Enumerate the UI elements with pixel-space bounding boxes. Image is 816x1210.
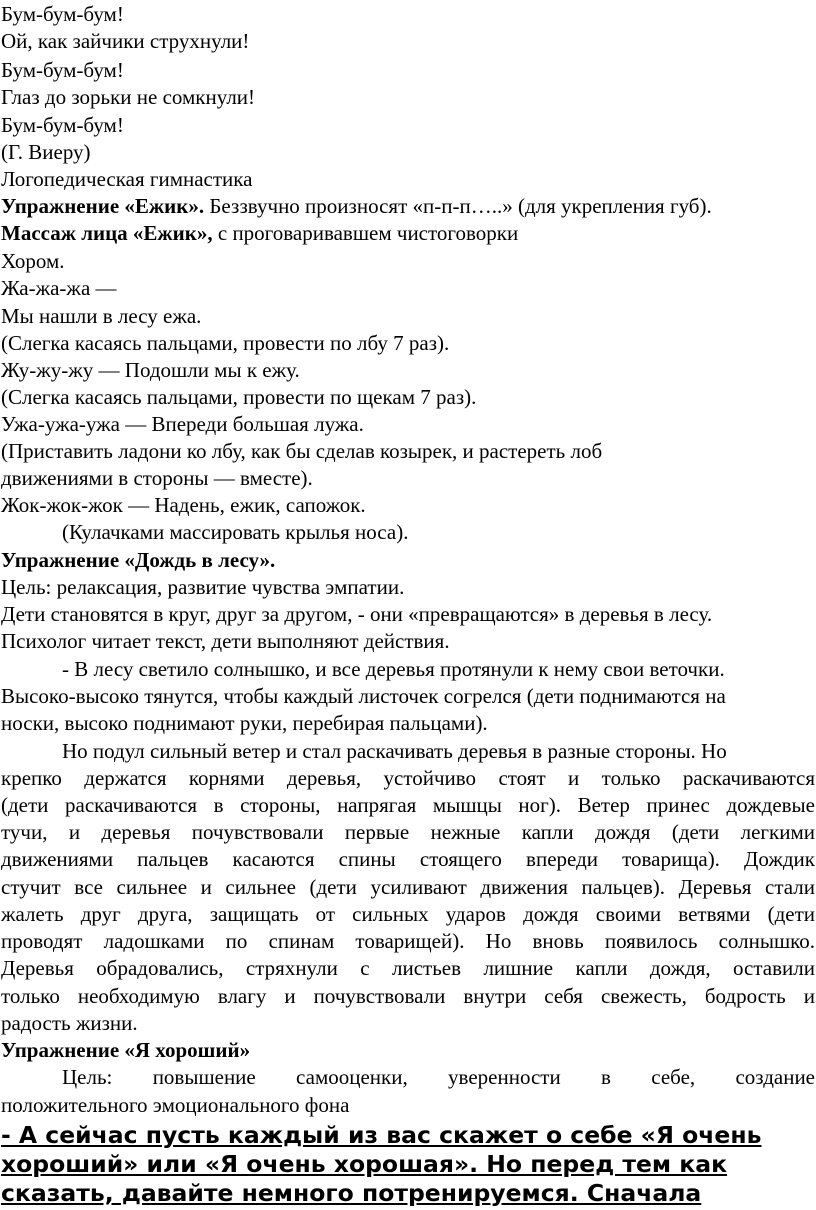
exercise-title: Упражнение «Дождь в лесу». [1,548,276,572]
text-line: Жа-жа-жа — [1,276,117,300]
text-line: тучи, и деревья почувствовали первые нежные капли дождя (дети легкими [1,820,815,844]
text-line: Жок-жок-жок — Надень, ежик, сапожок. [1,493,366,517]
text-line: Дети становятся в круг, друг за другом, - они «превращаются» в деревья в лесу. [1,602,713,626]
poem-line: Ой, как зайчики струхнули! [1,29,250,53]
text-line: (Слегка касаясь пальцами, провести по лбу 7 раз). [1,331,450,355]
poem-line: Глаз до зорьки не сомкнули! [1,85,256,109]
text-line: Деревья обрадовались, стряхнули с листьев лишние капли дождя, оставили [1,956,815,980]
text-line: Цель: повышение самооценки, уверенности в себе, создание [62,1065,815,1089]
text-line: носки, высоко поднимают руки, перебирая пальцами). [1,711,488,735]
text-line: Высоко-высоко тянутся, чтобы каждый листочек согрелся (дети поднимаются на [1,684,726,708]
text-line: - В лесу светило солнышко, и все деревья протянули к нему свои веточки. [62,657,725,681]
text-line: Психолог читает текст, дети выполняют действия. [1,629,450,653]
poem-author: (Г. Виеру) [1,140,91,164]
poem-line: Бум-бум-бум! [1,2,124,26]
poem-line: Бум-бум-бум! [1,58,124,82]
exercise-text: Беззвучно произносят «п-п-п…..» (для укрепления губ). [204,194,712,218]
text-line: Цель: релаксация, развитие чувства эмпатии. [1,575,405,599]
text-line: стучит все сильнее и сильнее (дети усиливают движения пальцев). Деревья стали [1,875,815,899]
emphasis-line: сказать, давайте немного потренируемся. Сначала [1,1179,702,1207]
text-line: движениями пальцев касаются спины стоящего впереди товарища). Дождик [1,847,815,871]
text-line: Но подул сильный ветер и стал раскачивать деревья в разные стороны. Но [62,739,727,763]
exercise-title: Массаж лица «Ежик», [1,221,213,245]
text-line: радость жизни. [1,1011,138,1035]
text-line: (Слегка касаясь пальцами, провести по щекам 7 раз). [1,385,477,409]
exercise-line [1,220,518,246]
text-line: (дети раскачиваются в стороны, напрягая мышцы ног). Ветер принес дождевые [1,793,815,817]
exercise-text: с проговаривавшем чистоговорки [212,221,519,245]
emphasis-line: хороший» или «Я очень хорошая». Но перед тем как [1,1150,728,1178]
poem-line: Бум-бум-бум! [1,113,124,137]
text-line: Мы нашли в лесу ежа. [1,304,202,328]
exercise-line [1,193,712,219]
emphasis-line: - А сейчас пусть каждый из вас скажет о себе «Я очень [1,1121,762,1149]
text-line: крепко держатся корнями деревья, устойчиво стоят и только раскачиваются [1,766,815,790]
text-line: Жу-жу-жу — Подошли мы к ежу. [1,358,300,382]
text-line: (Приставить ладони ко лбу, как бы сделав козырек, и растереть лоб [1,439,603,463]
text-line: жалеть друг друга, защищать от сильных ударов дождя своими ветвями (дети [1,902,815,926]
text-line: положительного эмоционального фона [1,1093,350,1117]
section-heading: Логопедическая гимнастика [1,167,253,191]
text-line: Хором. [1,249,65,273]
text-line: (Кулачками массировать крылья носа). [62,520,409,544]
exercise-title: Упражнение «Ежик». [1,194,205,218]
exercise-title: Упражнение «Я хороший» [1,1038,251,1062]
text-line: Ужа-ужа-ужа — Впереди большая лужа. [1,412,364,436]
text-line: проводят ладошками по спинам товарищей). Но вновь появилось солнышко. [1,929,815,953]
text-line: движениями в стороны — вместе). [1,466,313,490]
text-line: только необходимую влагу и почувствовали внутри себя свежесть, бодрость и [1,984,815,1008]
